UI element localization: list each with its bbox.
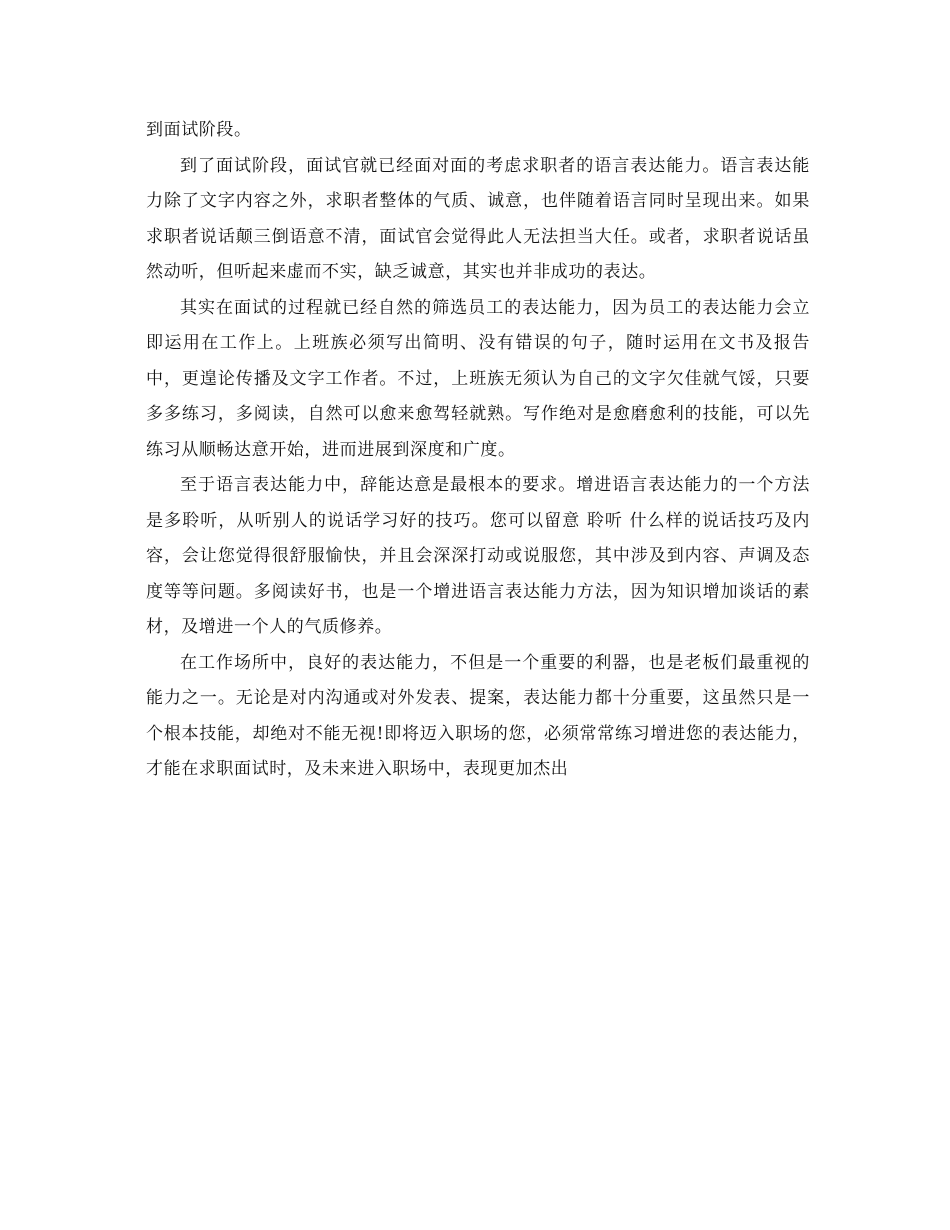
paragraph-workplace-writing: 其实在面试的过程就已经自然的筛选员工的表达能力，因为员工的表达能力会立即运用在工作上。上班族必须写出简明、没有错误的句子，随时运用在文书及报告中，更遑论传播及文字工作者。不过，上班族无须认为自己的文字欠佳就气馁，只要多多练习，多阅读，自然可以愈来愈驾轻就熟。写作绝对是愈磨愈利的技能，可以先练习从顺畅达意开始，进而进展到深度和广度。	[146, 297, 810, 460]
paragraph-continuation: 到面试阶段。	[146, 120, 252, 140]
paragraph-listening-reading: 至于语言表达能力中，辞能达意是最根本的要求。增进语言表达能力的一个方法是多聆听，从听别人的说话学习好的技巧。您可以留意 聆听 什么样的说话技巧及内容，会让您觉得很舒服愉快，并且会深深打动或说服您，其中涉及到内容、声调及态度等等问题。多阅读好书，也是一个增进语言表达能力方法，因为知识增加谈话的素材，及增进一个人的气质修养。	[146, 475, 810, 637]
paragraph-conclusion: 在工作场所中，良好的表达能力，不但是一个重要的利器，也是老板们最重视的能力之一。无论是对内沟通或对外发表、提案，表达能力都十分重要，这虽然只是一个根本技能，却绝对不能无视!即将迈入职场的您，必须常常练习增进您的表达能力，才能在求职面试时，及未来进入职场中，表现更加杰出	[146, 652, 810, 779]
document-body	[146, 113, 810, 788]
paragraph-interview-stage: 到了面试阶段，面试官就已经面对面的考虑求职者的语言表达能力。语言表达能力除了文字内容之外，求职者整体的气质、诚意，也伴随着语言同时呈现出来。如果求职者说话颠三倒语意不清，面试官会觉得此人无法担当大任。或者，求职者说话虽然动听，但听起来虚而不实，缺乏诚意，其实也并非成功的表达。	[146, 155, 810, 282]
